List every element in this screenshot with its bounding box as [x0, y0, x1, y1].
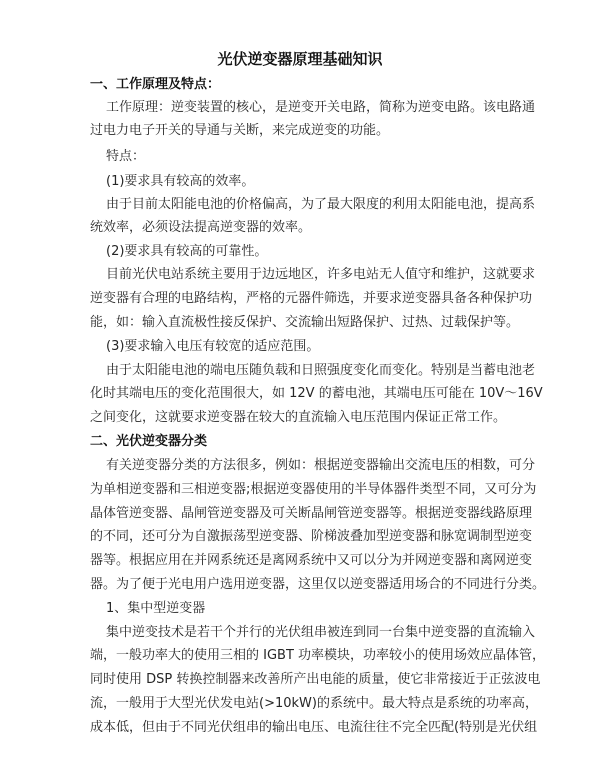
- section1-heading: 一、工作原理及特点：: [90, 77, 221, 92]
- feature3-body-line-3: 之间变化，这就要求逆变器在较大的直流输入电压范围内保证正常工作。: [90, 410, 507, 425]
- feature2-title: (2)要求具有较高的可靠性。: [106, 244, 268, 259]
- principle-line-1: 工作原理：逆变装置的核心，是逆变开关电路，简称为逆变电路。该电路通: [106, 100, 536, 115]
- section2-intro-line-5: 器等。根据应用在并网系统还是离网系统中又可以分为并网逆变器和离网逆变: [90, 553, 533, 568]
- feature2-body-line-1: 目前光伏电站系统主要用于边远地区，许多电站无人值守和维护，这就要求: [106, 267, 536, 282]
- section2-intro-line-2: 为单相逆变器和三相逆变器;根据逆变器使用的半导体器件类型不同，又可分为: [90, 482, 537, 497]
- sub1-body-line-5: 成本低，但由于不同光伏组串的输出电压、电流往往不完全匹配(特别是光伏组: [90, 720, 538, 735]
- section2-heading: 二、光伏逆变器分类: [90, 434, 208, 449]
- sub1-body-line-1: 集中逆变技术是若干个并行的光伏组串被连到同一台集中逆变器的直流输入: [106, 625, 536, 640]
- sub1-body-line-3: 同时使用 DSP 转换控制器来改善所产出电能的质量，使它非常接近于正弦波电: [90, 672, 541, 687]
- feature1-body-line-2: 统效率，必须设法提高逆变器的效率。: [90, 220, 312, 235]
- feature1-body-line-1: 由于目前太阳能电池的价格偏高，为了最大限度的利用太阳能电池，提高系: [106, 197, 536, 212]
- feature2-body-line-3: 能，如：输入直流极性接反保护、交流输出短路保护、过热、过载保护等。: [90, 315, 520, 330]
- section2-intro-line-6: 器。为了便于光电用户选用逆变器，这里仅以逆变器适用场合的不同进行分类。: [90, 577, 546, 592]
- section2-intro-line-1: 有关逆变器分类的方法很多，例如：根据逆变器输出交流电压的相数，可分: [106, 458, 536, 473]
- sub1-title: 1、集中型逆变器: [106, 601, 206, 616]
- feature3-body-line-1: 由于太阳能电池的端电压随负载和日照强度变化而变化。特别是当蓄电池老: [106, 363, 536, 378]
- section2-intro-line-3: 晶体管逆变器、晶闸管逆变器及可关断晶闸管逆变器等。根据逆变器线路原理: [90, 506, 533, 521]
- section2-intro-line-4: 的不同，还可分为自激振荡型逆变器、阶梯波叠加型逆变器和脉宽调制型逆变: [90, 529, 533, 544]
- feature3-title: (3)要求输入电压有较宽的适应范围。: [106, 339, 320, 354]
- feature3-body-line-2: 化时其端电压的变化范围很大，如 12V 的蓄电池，其端电压可能在 10V～16V: [90, 386, 543, 401]
- sub1-body-line-2: 端，一般功率大的使用三相的 IGBT 功率模块，功率较小的使用场效应晶体管，: [90, 648, 546, 663]
- features-label: 特点：: [106, 149, 146, 164]
- sub1-body-line-4: 流，一般用于大型光伏发电站(>10kW)的系统中。最大特点是系统的功率高，: [90, 696, 538, 711]
- feature1-title: (1)要求具有较高的效率。: [106, 174, 255, 189]
- feature2-body-line-2: 逆变器有合理的电路结构，严格的元器件筛选，并要求逆变器具备各种保护功: [90, 291, 533, 306]
- principle-line-2: 过电力电子开关的导通与关断，来完成逆变的功能。: [90, 123, 390, 138]
- document-title: 光伏逆变器原理基础知识: [217, 50, 383, 68]
